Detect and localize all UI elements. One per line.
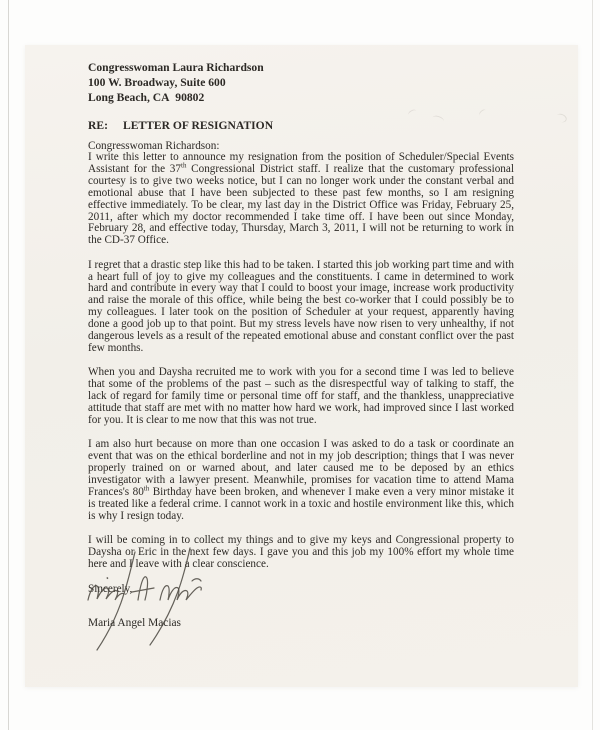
letter-paragraph-2: I regret that a drastic step like this had to be taken. I started this job working part time and with a heart full of joy to give my colleagues and the constituents. I came in determined to work hard and contribute in every way that I could to boost your image, increase work productivity and raise the morale of this office, while being the best co-worker that I could possibly be to my colleagues. I later took on the position of Scheduler at your request, apparently having done a good job up to that point. But my stress levels have now risen to very unhealthy, if not dangerous levels as a result of the repeated emotional abuse and constant conflict over the past few months. bbox=[88, 258, 514, 354]
letter-paragraph-1: I write this letter to announce my resignation from the position of Scheduler/Special Events Assistant for the 37th Congressional District staff. I realize that the customary professional courtesy is to give two weeks notice, but I can no longer work under the constant verbal and emotional abuse that I have been subjected to these past few months, so I am resigning effective immediately. To be clear, my last day in the District Office was Friday, February 25, 2011, after which my doctor recommended I take time off. I have been out since Monday, February 28, and effective today, Thursday, March 3, 2011, I will not be returning to work in the CD-37 Office. bbox=[88, 151, 514, 247]
sender-address-line2: Long Beach, CA 90802 bbox=[88, 91, 205, 104]
closing-salutation: Sincerely, bbox=[88, 583, 133, 596]
letter-paper bbox=[25, 45, 578, 687]
re-label: RE: bbox=[88, 119, 108, 132]
salutation: Congresswoman Richardson: bbox=[88, 140, 220, 152]
re-subject: LETTER OF RESIGNATION bbox=[122, 119, 274, 132]
signatory-name: Maria Angel Macias bbox=[88, 617, 181, 630]
re-line bbox=[88, 118, 514, 133]
sender-name: Congresswoman Laura Richardson bbox=[88, 61, 264, 74]
letter-paragraph-5: I will be coming in to collect my things and to give my keys and Congressional property to Daysha or Eric in the next few days. I gave you and this job my 100% effort my whole time here and I leave with a clear conscience. bbox=[88, 533, 514, 570]
letter-paragraph-4: I am also hurt because on more than one occasion I was asked to do a task or coordinate an event that was on the ethical borderline and not in my job description; things that I was never properly trained on or warned about, and later caused me to be deposed by an ethics investigator with a lawyer present. Meanwhile, promises for vacation time to attend Mama Frances's 80th Birthday have been broken, and whenever I make even a very minor mistake it is treated like a federal crime. I cannot work in a toxic and hostile environment like this, which is why I resign today. bbox=[88, 438, 514, 522]
sender-address-line1: 100 W. Broadway, Suite 600 bbox=[88, 76, 226, 89]
scan-edge-line-right bbox=[592, 0, 593, 730]
letter-content bbox=[25, 45, 578, 629]
sender-block bbox=[88, 60, 514, 105]
letter-paragraph-3: When you and Daysha recruited me to work with you for a second time I was led to believe that some of the problems of the past – such as the disrespectful way of talking to staff, the lack of regard for family time or personal time off for staff, and the thankless, unappreciative attitude that staff are met with no matter how hard we work, had improved since I last worked for you. It is clear to me now that this was not true. bbox=[88, 366, 514, 426]
scan-edge-line-left bbox=[8, 0, 9, 730]
